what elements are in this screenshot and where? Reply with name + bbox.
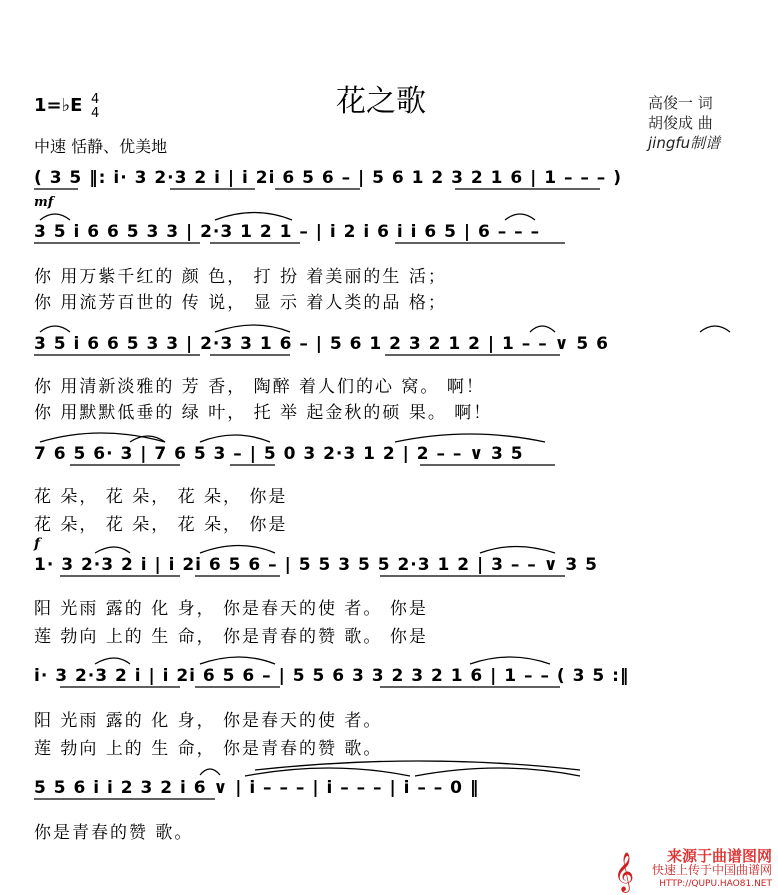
music-row-1: ( 3 5 ‖: i· 3 2·3 2 i | i 2i 6 5 6 – | 5 6 1 2 3 2 1 6 | 1 – – – ) [34,168,622,188]
composer-credit: 胡俊成 曲 [648,114,713,132]
music-row-7: 5 5 6 i i 2 3 2 i 6 ∨ | i – – – | i – – – | i – – 0 ‖ [34,778,480,798]
slur [215,325,290,332]
tie [415,768,580,776]
song-title: 花之歌 [336,84,426,119]
slur [470,657,550,664]
slur [200,546,275,554]
music-row-4: 7 6 5 6· 3 | 7 6 5 3 – | 5 0 3 2·3 1 2 | 2 – – ∨ 3 5 [34,444,524,464]
slur [700,326,730,332]
music-row-5: 1· 3 2·3 2 i | i 2i 6 5 6 – | 5 5 3 5 5 2·3 1 2 | 3 – – ∨ 3 5 [34,555,598,575]
dynamic-f: f [34,536,41,552]
lyric-row-7: 阳 光雨 露的 化 身， 你是春天的使 者。 你是 [34,599,428,619]
transcriber-credit: jingfu制谱 [648,134,721,152]
slur [530,326,555,332]
lyric-row-3: 你 用清新淡雅的 芳 香， 陶醉 着人们的心 窝。 啊！ [34,377,485,397]
slur [40,433,165,442]
tempo-marking: 中速 恬静、优美地 [34,137,168,156]
key-signature: 1=♭E [34,95,83,116]
lyric-row-11: 你是青春的赞 歌。 [34,823,194,843]
slur [505,214,535,220]
lyric-row-5: 花 朵， 花 朵， 花 朵， 你是 [34,487,288,507]
watermark-line1: 来源于曲谱图网 [666,847,772,865]
watermark [652,849,772,891]
fermata [200,769,220,775]
tie [245,768,410,776]
slur [95,658,130,664]
lyric-row-4: 你 用默默低垂的 绿 叶， 托 举 起金秋的硕 果。 啊！ [34,403,493,423]
dynamic-mf: mf [34,195,54,210]
lyricist-credit: 高俊一 词 [648,94,713,112]
slur [395,434,545,442]
slur [40,326,70,332]
lyric-row-10: 莲 勃向 上的 生 命， 你是青春的赞 歌。 [34,739,383,759]
watermark-line3: HTTP://QUPU.HAO81.NET [659,879,772,889]
time-signature-bottom: 4 [91,106,100,121]
slur [215,213,292,221]
lyric-row-1: 你 用万紫千红的 颜 色， 打 扮 着美丽的生 活； [34,267,447,287]
music-row-2: 3 5 i 6 6 5 3 3 | 2·3 1 2 1 – | i 2 i 6 i i 6 5 | 6 – – – [34,222,541,242]
lyric-row-2: 你 用流芳百世的 传 说， 显 示 着人类的品 格； [34,293,447,313]
music-row-3: 3 5 i 6 6 5 3 3 | 2·3 3 1 6 – | 5 6 1 2 3 2 1 2 | 1 – – ∨ 5 6 [34,334,609,354]
music-row-6: i· 3 2·3 2 i | i 2i 6 5 6 – | 5 5 6 3 3 2 3 2 1 6 | 1 – – ( 3 5 :‖ [34,666,630,686]
watermark-line2: 快速上传于中国曲谱网 [651,863,772,877]
time-signature-top: 4 [91,92,100,107]
slur [200,435,270,442]
lyric-row-9: 阳 光雨 露的 化 身， 你是春天的使 者。 [34,711,383,731]
lyric-row-8: 莲 勃向 上的 生 命， 你是青春的赞 歌。 你是 [34,627,428,647]
slur [200,657,275,664]
lyric-row-6: 花 朵， 花 朵， 花 朵， 你是 [34,515,288,535]
treble-clef-icon: 𝄞 [614,852,635,892]
slur [40,214,70,220]
slur [480,547,555,554]
slur [95,547,130,553]
